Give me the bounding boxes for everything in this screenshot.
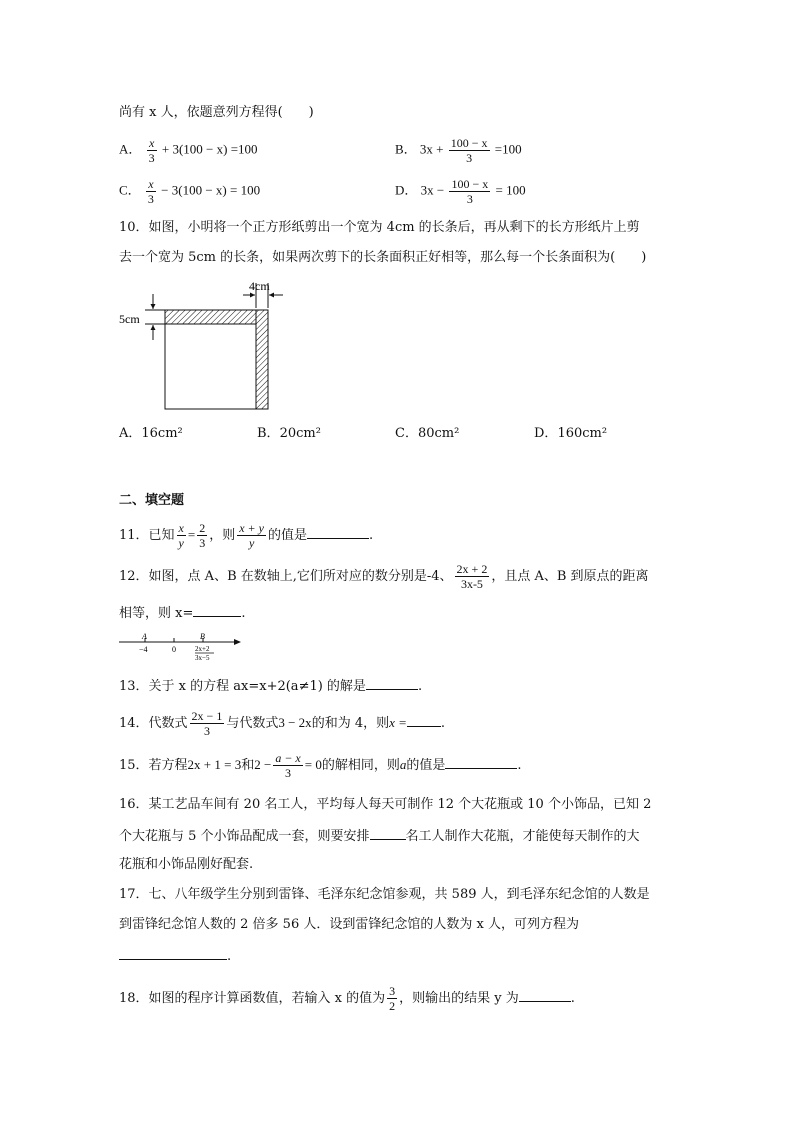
- label-4cm: 4cm: [249, 279, 270, 293]
- q10-line1: 10．如图，小明将一个正方形纸剪出一个宽为 4cm 的长条后，再从剩下的长方形纸片上剪: [119, 220, 640, 235]
- fraction: $\frac{100 - x}{3}$: [451, 177, 489, 206]
- point-b-label: B: [200, 632, 205, 641]
- strip-5cm: [165, 310, 256, 324]
- answer-blank: [445, 754, 517, 769]
- label-5cm: 5cm: [119, 312, 140, 326]
- fraction: $\frac{100 - x}{3}$: [450, 136, 488, 165]
- q9-option-c: C． $\frac{x}{3}$ − 3(100 − x) = 100: [119, 177, 261, 206]
- answer-blank: [119, 945, 227, 960]
- q9-option-b: B． 3x + $\frac{100 - x}{3}$ =100: [395, 136, 522, 165]
- square-outline: [165, 310, 268, 409]
- q16-line3: 花瓶和小饰品刚好配套.: [119, 857, 254, 872]
- q16-line2: 个大花瓶与 5 个小饰品配成一套，则要安排 名工人制作大花瓶，才能使每天制作的大: [119, 825, 640, 847]
- q12-line1: 12．如图，点 A、B 在数轴上,它们所对应的数分别是-4、 $\frac{2x + 2}{3x-5}$ ，且点 A、B 到原点的距离: [119, 562, 649, 591]
- b-numerator: 2x+2: [195, 645, 210, 653]
- section-heading: 二、填空题: [119, 493, 185, 508]
- answer-blank: [407, 712, 441, 727]
- tick-0: 0: [172, 645, 176, 654]
- q13: 13．关于 x 的方程 ax=x+2(a≠1) 的解是 .: [119, 675, 422, 697]
- fraction: $\frac{x}{3}$: [147, 177, 154, 206]
- q10-option-b: B．20cm²: [257, 426, 321, 441]
- q10-option-a: A．16cm²: [119, 426, 183, 441]
- answer-blank: [366, 675, 418, 690]
- q10-figure: [115, 278, 295, 413]
- q10-line2: 去一个宽为 5cm 的长条，如果两次剪下的长条面积正好相等，那么每一个长条面积为( ): [119, 250, 647, 265]
- strip-4cm: [256, 310, 268, 409]
- answer-blank: [307, 524, 369, 539]
- q17-line3: .: [119, 945, 231, 967]
- q18: 18．如图的程序计算函数值，若输入 x 的值为 $\frac{3}{2}$ ，则输出的结果 y 为 .: [119, 984, 575, 1013]
- q17-line1: 17．七、八年级学生分别到雷锋、毛泽东纪念馆参观，共 589 人，到毛泽东纪念馆的人数是: [119, 887, 650, 902]
- answer-blank: [193, 602, 241, 617]
- q15: 15．若方程2x + 1 = 3和2 − $\frac{a - x}{3}$ = 0的解相同，则a的值是 .: [119, 751, 522, 780]
- point-a-label: A: [142, 632, 147, 641]
- q9-option-a: A． $\frac{x}{3}$ + 3(100 − x) =100: [119, 136, 258, 165]
- q9-stem: 尚有 x 人，依题意列方程得( ): [119, 105, 314, 120]
- q16-line1: 16．某工艺品车间有 20 名工人，平均每人每天可制作 12 个大花瓶或 10 个小饰品，已知 2: [119, 797, 652, 812]
- answer-blank: [519, 987, 571, 1002]
- fraction: $\frac{x}{3}$: [148, 136, 155, 165]
- tick-neg4: −4: [139, 645, 148, 654]
- q11: 11．已知 $\frac{x}{y}$ = $\frac{2}{3}$ ，则 $\frac{x + y}{y}$ 的值是 .: [119, 521, 374, 550]
- q12-line2: 相等，则 x= .: [119, 602, 246, 624]
- q17-line2: 到雷锋纪念馆人数的 2 倍多 56 人．设到雷锋纪念馆的人数为 x 人，可列方程为: [119, 917, 579, 932]
- q12-number-line: [117, 630, 247, 664]
- q14: 14．代数式 $\frac{2x - 1}{3}$ 与代数式3 − 2x的和为 4，则x = .: [119, 709, 446, 738]
- b-denominator: 3x−5: [195, 654, 210, 662]
- q9-option-d: D． 3x − $\frac{100 - x}{3}$ = 100: [395, 177, 526, 206]
- q10-option-d: D．160cm²: [534, 426, 608, 441]
- answer-blank: [370, 825, 406, 840]
- q10-option-c: C．80cm²: [395, 426, 460, 441]
